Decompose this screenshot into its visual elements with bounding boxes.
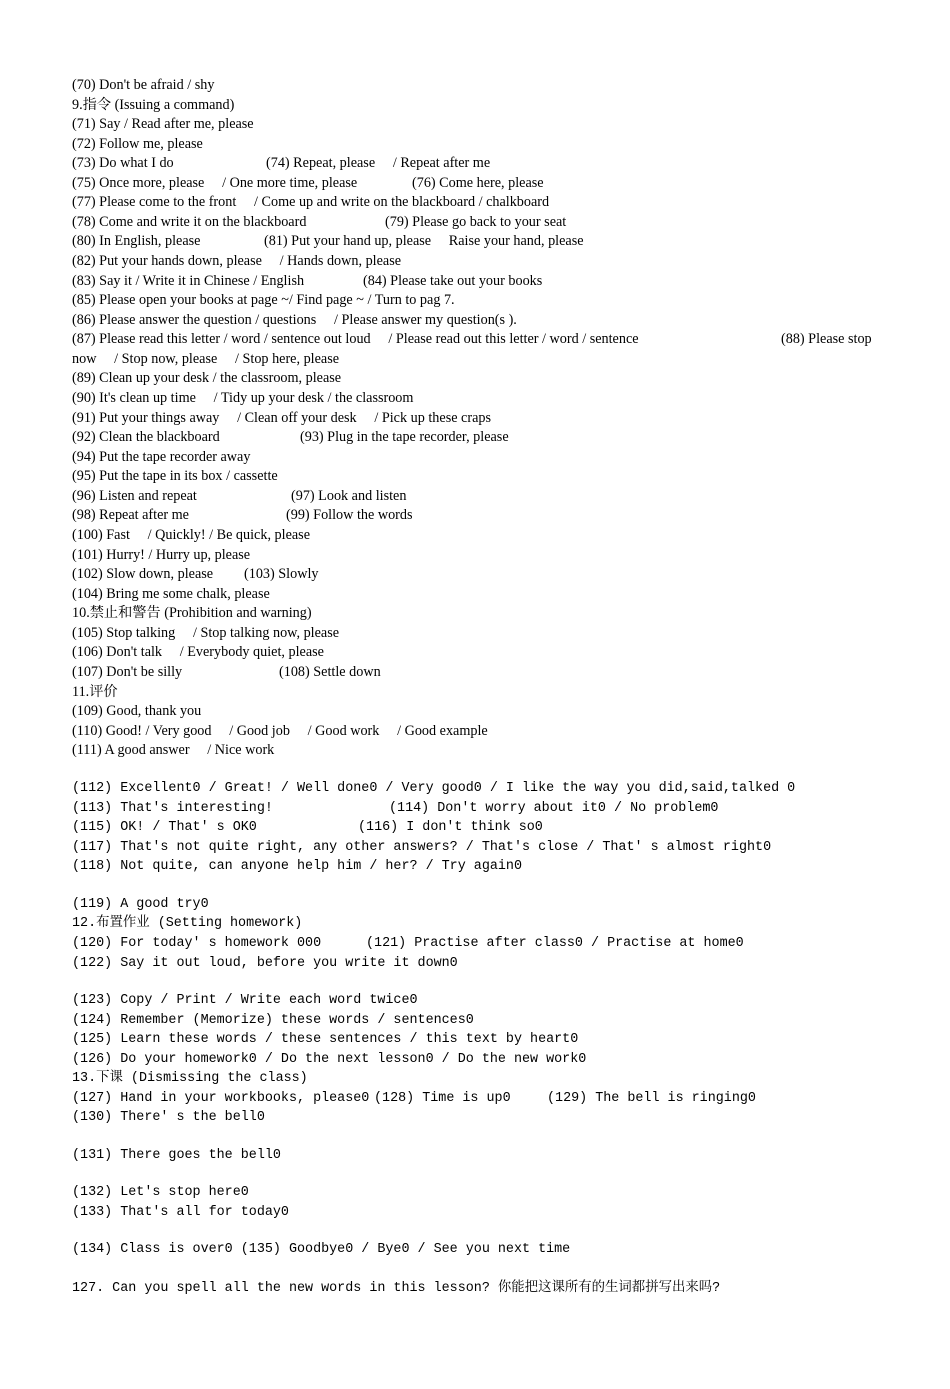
text-line: (101) Hurry! / Hurry up, please xyxy=(72,547,251,563)
text-line: (100) Fast / Quickly! / Be quick, please xyxy=(72,527,310,543)
text-line: (70) Don't be afraid / shy xyxy=(72,77,215,93)
text-line: (109) Good, thank you xyxy=(72,703,202,719)
text-line: (110) Good! / Very good / Good job / Good work / Good example xyxy=(72,723,488,739)
text-line: (107) Don't be silly (108) Settle down xyxy=(72,664,381,680)
text-line: (117) That's not quite right, any other answers? / That's close / That' s almost right0 xyxy=(72,840,772,855)
text-line: (134) Class is over0 (135) Goodbye0 / Bye0 / See you next time xyxy=(72,1242,571,1257)
text-line: (105) Stop talking / Stop talking now, please xyxy=(72,625,340,641)
text-line: (120) For today' s homework 000 (121) Practise after class0 / Practise at home0 xyxy=(72,936,744,951)
text-line: (131) There goes the bell0 xyxy=(72,1148,281,1163)
text-line: (89) Clean up your desk / the classroom, please xyxy=(72,370,342,386)
text-line: (78) Come and write it on the blackboard (79) Please go back to your seat xyxy=(72,214,567,230)
text-line: (102) Slow down, please (103) Slowly xyxy=(72,566,319,582)
text-line: (83) Say it / Write it in Chinese / English (84) Please take out your books xyxy=(72,273,543,289)
text-line: (111) A good answer / Nice work xyxy=(72,742,275,758)
text-line: (95) Put the tape in its box / cassette xyxy=(72,468,278,484)
text-line: (96) Listen and repeat (97) Look and listen xyxy=(72,488,407,504)
section-heading: 11.评价 xyxy=(72,684,118,700)
text-line: (118) Not quite, can anyone help him / her? / Try again0 xyxy=(72,859,522,874)
text-line: (98) Repeat after me (99) Follow the words xyxy=(72,507,413,523)
text-line: (126) Do your homework0 / Do the next lesson0 / Do the new work0 xyxy=(72,1052,587,1067)
section-heading: 10.禁止和警告 (Prohibition and warning) xyxy=(72,605,312,621)
text-line: (104) Bring me some chalk, please xyxy=(72,586,270,602)
text-line: (80) In English, please (81) Put your hand up, please Raise your hand, please xyxy=(72,233,584,249)
text-line: (125) Learn these words / these sentences / this text by heart0 xyxy=(72,1032,579,1047)
section-heading: 9.指令 (Issuing a command) xyxy=(72,97,235,113)
text-line: 127. Can you spell all the new words in this lesson? 你能把这课所有的生词都拼写出来吗? xyxy=(72,1281,721,1296)
text-line: (82) Put your hands down, please / Hands down, please xyxy=(72,253,402,269)
text-line: now / Stop now, please / Stop here, please xyxy=(72,351,340,367)
text-line: (85) Please open your books at page ~/ Find page ~ / Turn to pag 7. xyxy=(72,292,455,308)
text-line: (87) Please read this letter / word / sentence out loud / Please read out this letter / word / sentence (88) Please stop xyxy=(72,331,872,347)
section-heading: 12.布置作业 (Setting homework) xyxy=(72,916,303,931)
text-line: (130) There' s the bell0 xyxy=(72,1110,265,1125)
text-line: (94) Put the tape recorder away xyxy=(72,449,251,465)
text-line: (115) OK! / That' s OK0 (116) I don't think so0 xyxy=(72,820,543,835)
text-line: (133) That's all for today0 xyxy=(72,1205,289,1220)
text-line: (92) Clean the blackboard (93) Plug in the tape recorder, please xyxy=(72,429,509,445)
text-line: (127) Hand in your workbooks, please0 (128) Time is up0 (129) The bell is ringing0 xyxy=(72,1091,756,1106)
text-line: (86) Please answer the question / questions / Please answer my question(s ). xyxy=(72,312,517,328)
text-line: (71) Say / Read after me, please xyxy=(72,116,254,132)
text-line: (119) A good try0 xyxy=(72,897,209,912)
section-heading: 13.下课 (Dismissing the class) xyxy=(72,1071,308,1086)
text-line: (91) Put your things away / Clean off your desk / Pick up these craps xyxy=(72,410,491,426)
text-line: (90) It's clean up time / Tidy up your desk / the classroom xyxy=(72,390,414,406)
text-line: (124) Remember (Memorize) these words / sentences0 xyxy=(72,1013,474,1028)
text-line: (106) Don't talk / Everybody quiet, please xyxy=(72,644,324,660)
text-line: (77) Please come to the front / Come up and write on the blackboard / chalkboard xyxy=(72,194,550,210)
text-line: (113) That's interesting! (114) Don't worry about it0 / No problem0 xyxy=(72,801,719,816)
text-line: (112) Excellent0 / Great! / Well done0 / Very good0 / I like the way you did,said,talked 0 xyxy=(72,781,796,796)
text-line: (122) Say it out loud, before you write it down0 xyxy=(72,956,458,971)
text-line: (72) Follow me, please xyxy=(72,136,203,152)
text-line: (132) Let's stop here0 xyxy=(72,1185,249,1200)
text-line: (75) Once more, please / One more time, please (76) Come here, please xyxy=(72,175,544,191)
text-line: (73) Do what I do (74) Repeat, please / Repeat after me xyxy=(72,155,491,171)
text-line: (123) Copy / Print / Write each word twice0 xyxy=(72,993,418,1008)
